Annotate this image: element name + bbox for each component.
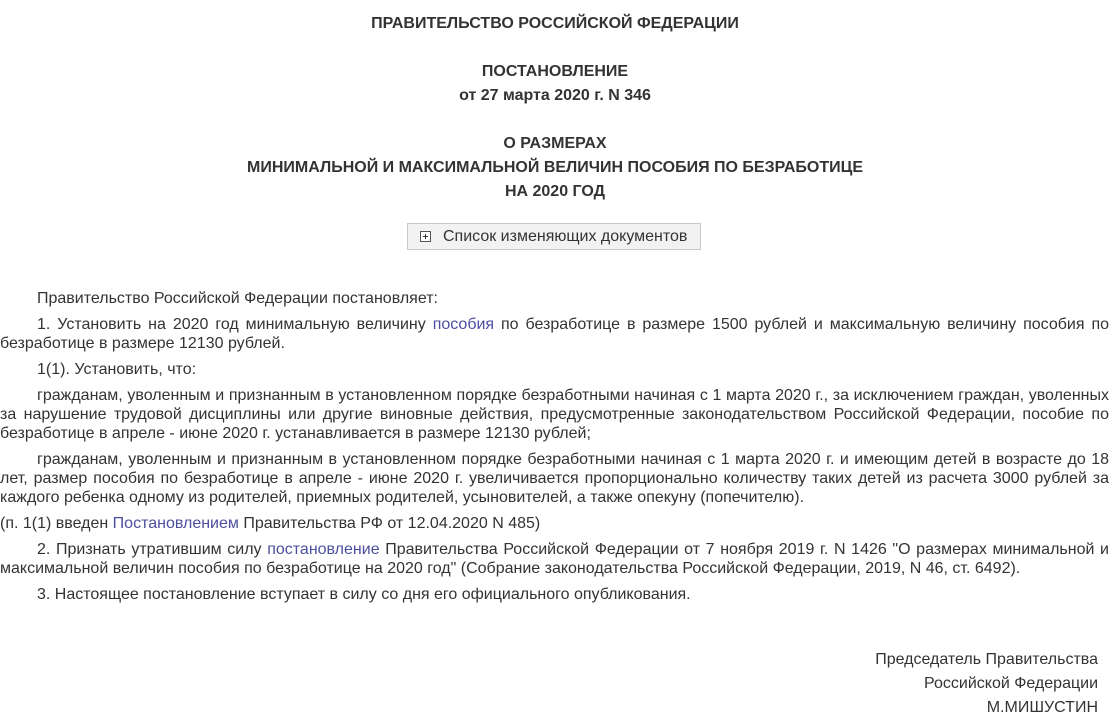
- subject-line-3: НА 2020 ГОД: [504, 183, 606, 200]
- amendment-note: (п. 1(1) введен Постановлением Правительства РФ от 12.04.2020 N 485): [0, 515, 541, 532]
- paragraph-3: 3. Настоящее постановление вступает в силу со дня его официального опубликования.: [37, 586, 691, 603]
- paragraph-2: 2. Признать утратившим силу постановление Правительства Российской Федерации от 7 ноября 2019 г. N 1426 "О размерах минимальной и максимальной величин пособия по безработице на 2020 год" (Собрание законодательства Российской Федерации, 2019, N 46, ст. 6492).: [0, 541, 1109, 577]
- paragraph-1: 1. Установить на 2020 год минимальную величину пособия по безработице в размере 1500 рублей и максимальную величину пособия по безработице в размере 12130 рублей.: [0, 316, 1110, 352]
- intro-paragraph: Правительство Российской Федерации постановляет:: [37, 290, 438, 307]
- signature-line-2: Российской Федерации: [924, 675, 1098, 692]
- amending-decree-link[interactable]: Постановлением: [112, 515, 239, 532]
- document-body: [0, 289, 1109, 611]
- government-title: ПРАВИТЕЛЬСТВО РОССИЙСКОЙ ФЕДЕРАЦИИ: [371, 15, 739, 32]
- subject-line-2: МИНИМАЛЬНОЙ И МАКСИМАЛЬНОЙ ВЕЛИЧИН ПОСОБИЯ ПО БЕЗРАБОТИЦЕ: [247, 159, 863, 176]
- doc-type: ПОСТАНОВЛЕНИЕ: [481, 63, 629, 80]
- expand-plus-icon: [420, 231, 431, 242]
- signature-line-1: Председатель Правительства: [875, 651, 1098, 668]
- changing-documents-label: Список изменяющих документов: [443, 227, 688, 245]
- decree-heading: [0, 60, 1110, 108]
- signature-name: М.МИШУСТИН: [986, 699, 1098, 716]
- subject-line-1: О РАЗМЕРАХ: [503, 135, 607, 152]
- paragraph-1-1-a: гражданам, уволенным и признанным в установленном порядке безработными начиная с 1 марта 2020 г., за исключением граждан, уволенных за нарушение трудовой дисциплины или другие виновные действия, предусмотренные законодательством Российской Федерации, пособие по безработице в апреле - июне 2020 г. устанавливается в размере 12130 рублей;: [0, 387, 1109, 442]
- paragraph-1-1-b: гражданам, уволенным и признанным в установленном порядке безработными начиная с 1 марта 2020 г. и имеющим детей в возрасте до 18 лет, размер пособия по безработице в апреле - июне 2020 г. увеличивается пропорционально количеству таких детей из расчета 3000 рублей за каждого ребенка одному из родителей, приемных родителей, усыновителей, а также опекуну (попечителю).: [0, 451, 1109, 506]
- changing-documents-button[interactable]: [407, 223, 701, 250]
- doc-date-number: от 27 марта 2020 г. N 346: [459, 87, 651, 104]
- decree-subject: [0, 132, 1110, 204]
- signature-block: [875, 648, 1098, 720]
- repealed-decree-link[interactable]: постановление: [267, 541, 380, 558]
- benefit-link[interactable]: пособия: [432, 316, 495, 333]
- paragraph-1-1: 1(1). Установить, что:: [37, 361, 197, 378]
